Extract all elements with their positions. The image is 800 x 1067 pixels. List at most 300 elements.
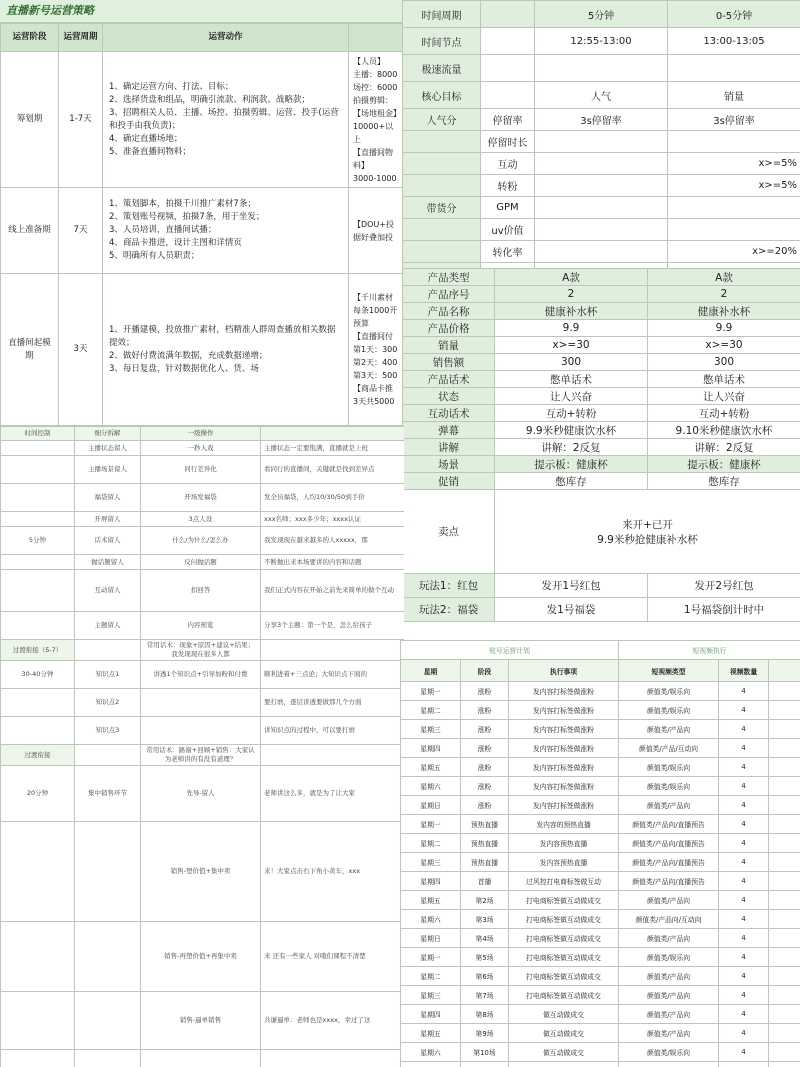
video-count-cell <box>719 1062 769 1067</box>
plan-row <box>401 910 800 929</box>
metric-row <box>403 28 800 55</box>
stage-cell: 筹划期 <box>1 52 59 188</box>
metric-row <box>403 82 800 109</box>
product-value: 9.9米秒健康饮水杯 <box>495 422 648 439</box>
plan-row <box>401 929 800 948</box>
product-row <box>403 286 800 303</box>
breakdown-cell <box>75 992 141 1050</box>
video-type-cell: 颜值类/产品向 <box>619 796 719 815</box>
metric-name <box>481 55 535 82</box>
product-value: 300 <box>495 354 648 371</box>
account-plan-sheet <box>400 640 800 1067</box>
product-field: 产品类型 <box>403 269 495 286</box>
video-count-cell: 4 <box>719 967 769 986</box>
product-field: 场景 <box>403 456 495 473</box>
weekday-cell: 星期四 <box>401 872 461 891</box>
script-control-sheet <box>0 426 404 1067</box>
phase-cell: 预热直播 <box>461 815 509 834</box>
plan-row <box>401 872 800 891</box>
metric-value <box>535 241 668 263</box>
operation-cell: 销售-逼单销售 <box>141 992 261 1050</box>
header-cycle: 运营周期 <box>59 24 103 52</box>
product-row <box>403 320 800 337</box>
phase-cell: 第9场 <box>461 1024 509 1043</box>
task-cell: 打电商标签做互动做成交 <box>509 891 619 910</box>
product-field: 促销 <box>403 473 495 490</box>
product-value: 憋库存 <box>495 473 648 490</box>
video-count-cell: 4 <box>719 758 769 777</box>
plan-row <box>401 720 800 739</box>
operation-cell: 常用话术：现象+原因+建议+结果；我发现现在很多人都 <box>141 640 261 661</box>
weekday-cell: 星期四 <box>401 1005 461 1024</box>
plan-row <box>401 796 800 815</box>
sheet-title: 直播新号运营策略 <box>0 0 404 23</box>
weekday-cell: 星期六 <box>401 910 461 929</box>
product-value: 健康补水杯 <box>648 303 800 320</box>
task-cell: 过风控打电商标签做互动 <box>509 872 619 891</box>
video-type-cell: 颜值类/娱乐向 <box>619 682 719 701</box>
task-cell: 发内容打标签做涨粉 <box>509 720 619 739</box>
plan-row <box>401 1062 800 1067</box>
product-value: A款 <box>648 269 800 286</box>
control-row <box>1 717 405 745</box>
play-row <box>403 574 800 598</box>
note-item: 10000+以上 <box>353 121 394 144</box>
control-row <box>1 922 405 992</box>
play-cell: 发1号福袋 <box>495 598 648 622</box>
detail-cell: 讲知识点的过程中，可以要打磨 <box>261 717 405 745</box>
product-row <box>403 456 800 473</box>
metric-value <box>535 175 668 197</box>
metric-name <box>481 82 535 109</box>
selling-point-line: 来开+已开 <box>622 518 673 531</box>
product-row <box>403 388 800 405</box>
time-cell: 20分钟 <box>1 766 75 822</box>
time-metrics-table <box>402 0 800 268</box>
task-cell: 做互动做成交 <box>509 1024 619 1043</box>
operation-cell: 销售-塑价值+集中卖 <box>141 822 261 922</box>
video-type-cell: 颜值类/娱乐向 <box>619 758 719 777</box>
metric-value <box>535 153 668 175</box>
task-cell <box>509 1062 619 1067</box>
product-value: x>=30 <box>648 337 800 354</box>
task-cell: 发内容打标签做涨粉 <box>509 682 619 701</box>
control-row <box>1 766 405 822</box>
time-cell <box>1 1050 75 1067</box>
task-cell: 发内容打标签做涨粉 <box>509 701 619 720</box>
detail-cell: 发全员福袋，人均10/30/50到手价 <box>261 484 405 512</box>
product-field: 产品价格 <box>403 320 495 337</box>
video-count-cell: 4 <box>719 1005 769 1024</box>
detail-cell: xxx名师；xxx多少年；xxxx认证 <box>261 512 405 527</box>
video-type-cell: 颜值类/娱乐向 <box>619 948 719 967</box>
weekday-cell: 星期六 <box>401 777 461 796</box>
video-type-cell: 颜值类/娱乐向 <box>619 701 719 720</box>
product-field: 销量 <box>403 337 495 354</box>
play-cell: 发开1号红包 <box>495 574 648 598</box>
cycle-cell: 7天 <box>59 188 103 274</box>
operation-cell: 什么/为什么/怎么办 <box>141 527 261 555</box>
product-row <box>403 303 800 320</box>
video-type-cell: 颜值类/产品向 <box>619 891 719 910</box>
task-cell: 发内容预热直播 <box>509 834 619 853</box>
time-metrics-sheet <box>402 0 800 268</box>
time-cell <box>1 570 75 612</box>
header-stage: 运营阶段 <box>1 24 59 52</box>
product-value: 让人兴奋 <box>495 388 648 405</box>
operation-cell: 销售-再塑价值+再集中卖 <box>141 922 261 992</box>
action-item: 5、准备直播间物料； <box>109 146 191 157</box>
note-item: 主播：8000 <box>353 69 398 79</box>
time-cell: 过渡衔接 <box>1 745 75 766</box>
note-item: 拍摄剪辑： <box>353 95 393 105</box>
video-count-cell: 4 <box>719 929 769 948</box>
weekday-cell: 星期二 <box>401 701 461 720</box>
video-type-cell: 颜值类/产品向 <box>619 1024 719 1043</box>
video-type-cell: 颜值类/产品向/直播预告 <box>619 853 719 872</box>
phase-cell: 第2场 <box>461 891 509 910</box>
weekday-cell: 星期五 <box>401 758 461 777</box>
plan-row <box>401 948 800 967</box>
task-cell: 发内容预热直播 <box>509 853 619 872</box>
header-video-type: 短视频类型 <box>619 660 719 682</box>
control-row <box>1 612 405 640</box>
selling-point-value <box>495 490 800 574</box>
phase-cell: 涨粉 <box>461 682 509 701</box>
play-cell: 1号福袋倒计时中 <box>648 598 800 622</box>
product-value: 互动+转粉 <box>648 405 800 422</box>
detail-cell <box>261 745 405 766</box>
detail-cell: 我们正式内容在开始之前先来简单的做个互动 <box>261 570 405 612</box>
time-cell: 5分钟 <box>1 527 75 555</box>
metric-value <box>668 55 800 82</box>
plan-row <box>401 758 800 777</box>
action-item: 4、商品卡推进，设计主图和详情页 <box>109 238 242 248</box>
weekday-cell: 星期二 <box>401 834 461 853</box>
video-type-cell <box>619 1062 719 1067</box>
product-value: 提示板：健康杯 <box>648 456 800 473</box>
action-item: 2、做好付费流满年数据，充成数据递增； <box>109 350 268 361</box>
metric-row <box>403 197 800 219</box>
metric-group: 极速流量 <box>403 55 481 82</box>
product-row <box>403 422 800 439</box>
plan-row <box>401 1043 800 1062</box>
note-item: 【千川素材 <box>353 293 393 302</box>
video-count-cell: 4 <box>719 777 769 796</box>
breakdown-cell: 主题留人 <box>75 612 141 640</box>
control-row <box>1 640 405 661</box>
video-count-cell: 4 <box>719 910 769 929</box>
note-item: 每条1000开 <box>353 306 398 315</box>
product-value: 300 <box>648 354 800 371</box>
metric-name: 停留率 <box>481 109 535 131</box>
play-cell: 玩法2：福袋 <box>403 598 495 622</box>
metric-value: 12:55-13:00 <box>535 28 668 55</box>
control-row <box>1 689 405 717</box>
metric-name: 转化率 <box>481 241 535 263</box>
weekday-cell: 星期三 <box>401 853 461 872</box>
video-count-cell: 4 <box>719 834 769 853</box>
header-breakdown: 细分拆解 <box>75 427 141 441</box>
breakdown-cell: 抛话题留人 <box>75 555 141 570</box>
weekday-cell: 星期三 <box>401 986 461 1005</box>
play-cell: 玩法1：红包 <box>403 574 495 598</box>
product-value: 憋单话术 <box>495 371 648 388</box>
plan-row <box>401 986 800 1005</box>
detail-cell: 来 还有一些家人 对哦们课程不清楚 <box>261 922 405 992</box>
control-row <box>1 1050 405 1067</box>
product-row <box>403 405 800 422</box>
metric-value <box>535 219 668 241</box>
note-item: 3000-1000 <box>353 173 397 183</box>
breakdown-cell: 集中销售环节 <box>75 766 141 822</box>
metric-row <box>403 175 800 197</box>
task-cell: 做互动做成交 <box>509 1005 619 1024</box>
stage-cell: 线上准备期 <box>1 188 59 274</box>
plan-row <box>401 701 800 720</box>
time-cell <box>1 922 75 992</box>
detail-cell: 来！大家点击右下角小黄车，xxx <box>261 822 405 922</box>
control-row <box>1 555 405 570</box>
task-cell: 发内容打标签做涨粉 <box>509 796 619 815</box>
strategy-table <box>0 23 404 426</box>
product-value: 健康补水杯 <box>495 303 648 320</box>
video-count-cell: 4 <box>719 1043 769 1062</box>
breakdown-cell <box>75 822 141 922</box>
metric-name: 互动 <box>481 153 535 175</box>
video-type-cell: 颜值类/产品向/直播预告 <box>619 834 719 853</box>
metric-name: 停留时长 <box>481 131 535 153</box>
time-cell <box>1 456 75 484</box>
task-cell: 打电商标签做互动做成交 <box>509 967 619 986</box>
metric-row <box>403 1 800 28</box>
metric-group <box>403 241 481 263</box>
product-field: 销售额 <box>403 354 495 371</box>
time-cell <box>1 822 75 922</box>
video-type-cell: 颜值类/产品/互动向 <box>619 739 719 758</box>
product-field: 弹幕 <box>403 422 495 439</box>
cycle-cell: 1-7天 <box>59 52 103 188</box>
phase-cell: 第6场 <box>461 967 509 986</box>
detail-cell <box>261 1050 405 1067</box>
breakdown-cell: 知识点3 <box>75 717 141 745</box>
video-count-cell: 4 <box>719 948 769 967</box>
video-count-cell: 4 <box>719 815 769 834</box>
product-row <box>403 371 800 388</box>
time-cell: 30-40分钟 <box>1 661 75 689</box>
weekday-cell: 星期一 <box>401 682 461 701</box>
metric-value: 人气 <box>535 82 668 109</box>
video-type-cell: 颜值类/产品向 <box>619 1005 719 1024</box>
video-count-cell: 4 <box>719 853 769 872</box>
action-item: 2、策划账号视频，拍摄7条，用于坐发； <box>109 212 265 222</box>
product-value: 让人兴奋 <box>648 388 800 405</box>
video-count-cell: 4 <box>719 872 769 891</box>
note-item: 据好叠加投 <box>353 232 393 242</box>
metric-group <box>403 175 481 197</box>
detail-cell: 我发现现在越来越多的人xxxxx，那 <box>261 527 405 555</box>
breakdown-cell <box>75 922 141 992</box>
task-cell: 发内容打标签做涨粉 <box>509 758 619 777</box>
action-item: 2、选择货盘和组品，明确引流款、利润款、战略款； <box>109 94 310 105</box>
product-value: 憋库存 <box>648 473 800 490</box>
notes-cell <box>349 188 405 274</box>
plan-row <box>401 739 800 758</box>
product-field: 状态 <box>403 388 495 405</box>
phase-cell: 第8场 <box>461 1005 509 1024</box>
action-item: 1、策划脚本，拍摄千川推广素材7条； <box>109 199 256 209</box>
phase-cell: 预热直播 <box>461 834 509 853</box>
video-count-cell: 4 <box>719 891 769 910</box>
metric-group: 时间节点 <box>403 28 481 55</box>
product-sheet <box>402 268 800 638</box>
breakdown-cell <box>75 745 141 766</box>
breakdown-cell: 开屏留人 <box>75 512 141 527</box>
control-row <box>1 512 405 527</box>
header-video-count: 视频数量 <box>719 660 769 682</box>
weekday-cell: 星期二 <box>401 967 461 986</box>
control-row <box>1 822 405 922</box>
actions-cell <box>103 274 349 426</box>
product-field: 讲解 <box>403 439 495 456</box>
plan-row <box>401 834 800 853</box>
video-count-cell: 4 <box>719 796 769 815</box>
time-cell <box>1 555 75 570</box>
header-operation: 一级操作 <box>141 427 261 441</box>
operation-cell <box>141 717 261 745</box>
video-type-cell: 颜值类/产品向 <box>619 929 719 948</box>
detail-cell: 顺利进着+三点论；大知识点下面的 <box>261 661 405 689</box>
header-notes <box>349 24 405 52</box>
breakdown-cell: 主播状态留人 <box>75 441 141 456</box>
stage-row <box>1 188 405 274</box>
breakdown-cell <box>75 640 141 661</box>
detail-cell: 分享3个主题：第一个是，怎么给孩子 <box>261 612 405 640</box>
control-row <box>1 484 405 512</box>
video-type-cell: 颜值类/娱乐向 <box>619 1043 719 1062</box>
breakdown-cell: 互动留人 <box>75 570 141 612</box>
plan-row <box>401 967 800 986</box>
breakdown-cell: 福袋留人 <box>75 484 141 512</box>
metric-row <box>403 131 800 153</box>
note-item: 预算 <box>353 319 369 328</box>
metric-row <box>403 153 800 175</box>
weekday-cell: 星期日 <box>401 796 461 815</box>
phase-cell: 首播 <box>461 872 509 891</box>
breakdown-cell <box>75 1050 141 1067</box>
script-control-table <box>0 426 404 1067</box>
detail-cell: 看同行的直播间，关键就是找到差异点 <box>261 456 405 484</box>
header-detail <box>261 427 405 441</box>
actions-cell <box>103 52 349 188</box>
phase-cell: 涨粉 <box>461 796 509 815</box>
video-count-cell: 4 <box>719 739 769 758</box>
stage-cell: 直播间起模期 <box>1 274 59 426</box>
metric-group <box>403 153 481 175</box>
plan-row <box>401 891 800 910</box>
control-row <box>1 661 405 689</box>
selling-point-line: 9.9米秒抢健康补水杯 <box>597 533 698 546</box>
metric-name <box>481 28 535 55</box>
play-row <box>403 598 800 622</box>
metric-row <box>403 109 800 131</box>
product-value: 2 <box>648 286 800 303</box>
weekday-cell: 星期日 <box>401 929 461 948</box>
metric-row <box>403 241 800 263</box>
video-type-cell: 颜值类/产品向 <box>619 967 719 986</box>
detail-cell: 要打磨，逐层讲透要做那几个方面 <box>261 689 405 717</box>
header-time-control: 时间控制 <box>1 427 75 441</box>
weekday-cell: 星期三 <box>401 720 461 739</box>
video-type-cell: 颜值类/娱乐向 <box>619 777 719 796</box>
live-strategy-sheet <box>0 0 404 427</box>
time-cell <box>1 441 75 456</box>
phase-cell <box>461 1062 509 1067</box>
detail-cell: 共谦逼单：老师也是xxxx，幸过了这 <box>261 992 405 1050</box>
product-value: 讲解：2反复 <box>495 439 648 456</box>
product-row <box>403 337 800 354</box>
operation-cell: 同行差异化 <box>141 456 261 484</box>
note-item: 【直播间物料】 <box>353 147 393 170</box>
note-item: 第2天：400 <box>353 358 398 367</box>
control-row <box>1 745 405 766</box>
note-item: 场控：6000 <box>353 82 398 92</box>
product-value: 9.9 <box>495 320 648 337</box>
weekday-cell: 星期一 <box>401 815 461 834</box>
weekday-cell <box>401 1062 461 1067</box>
phase-cell: 涨粉 <box>461 739 509 758</box>
note-item: 【人员】 <box>353 56 385 66</box>
metric-row <box>403 55 800 82</box>
weekday-cell: 星期四 <box>401 739 461 758</box>
header-task: 执行事项 <box>509 660 619 682</box>
detail-cell: 主播状态一定要饱满，直播就是上班 <box>261 441 405 456</box>
metric-value <box>668 197 800 219</box>
video-count-cell: 4 <box>719 986 769 1005</box>
task-cell: 打电商标签做互动做成交 <box>509 948 619 967</box>
note-item: 第3天：500 <box>353 371 398 380</box>
phase-cell: 涨粉 <box>461 758 509 777</box>
metric-row <box>403 219 800 241</box>
phase-cell: 涨粉 <box>461 777 509 796</box>
metric-value <box>668 131 800 153</box>
product-row <box>403 473 800 490</box>
weekday-cell: 星期一 <box>401 948 461 967</box>
plan-row <box>401 853 800 872</box>
video-count-cell: 4 <box>719 1024 769 1043</box>
video-count-cell: 4 <box>719 701 769 720</box>
operation-cell: 内容预览 <box>141 612 261 640</box>
product-value: A款 <box>495 269 648 286</box>
metric-value: x>=5% <box>668 153 800 175</box>
video-type-cell: 颜值类/产品向/互动向 <box>619 910 719 929</box>
control-row <box>1 527 405 555</box>
control-row <box>1 456 405 484</box>
metric-value: 5分钟 <box>535 1 668 28</box>
metric-value: 3s停留率 <box>535 109 668 131</box>
time-cell <box>1 484 75 512</box>
note-item: 【场地租金】 <box>353 108 401 118</box>
metric-value: x>=20% <box>668 241 800 263</box>
product-value: 9.9 <box>648 320 800 337</box>
metric-value <box>535 197 668 219</box>
operation-cell: 一秒入戏 <box>141 441 261 456</box>
account-plan-table <box>400 640 800 1067</box>
metric-name: 转粉 <box>481 175 535 197</box>
video-type-cell: 颜值类/产品向 <box>619 986 719 1005</box>
operation-cell: 常用话术：路谢+回顾+销售：大家认为老师讲的有没有道理？ <box>141 745 261 766</box>
weekday-cell: 星期五 <box>401 1024 461 1043</box>
